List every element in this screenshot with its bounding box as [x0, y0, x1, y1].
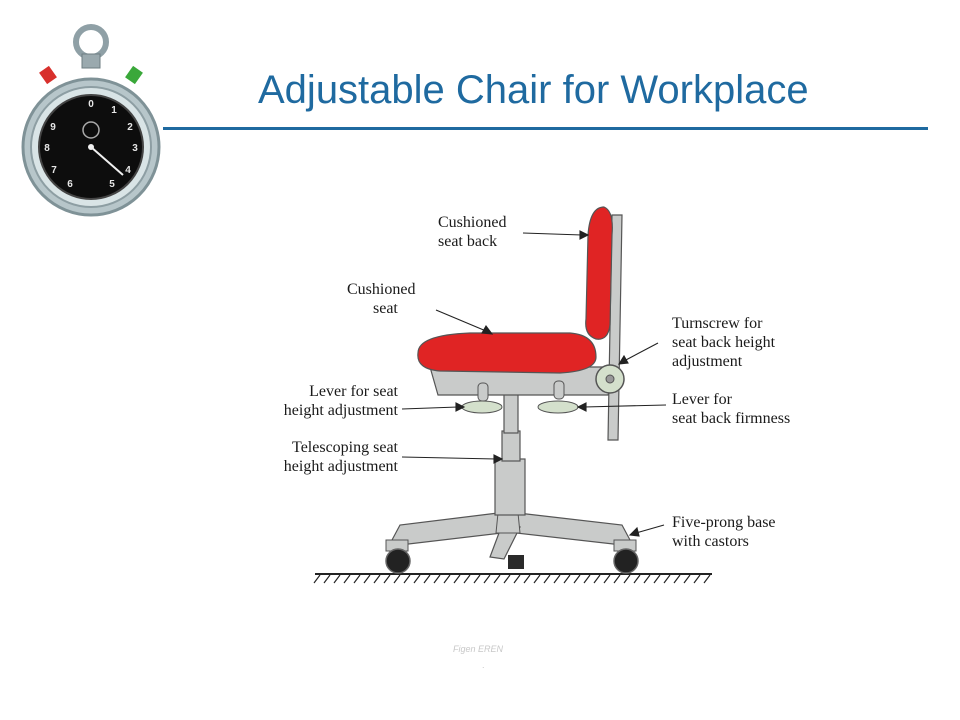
svg-text:5: 5 [109, 179, 115, 190]
label-cushioned-seat: Cushioned seat [347, 281, 416, 317]
svg-text:4: 4 [125, 165, 131, 176]
chair-base [392, 513, 630, 569]
svg-text:2: 2 [127, 122, 133, 133]
svg-text:6: 6 [67, 179, 73, 190]
svg-text:1: 1 [111, 105, 117, 116]
label-five-prong-base: Five-prong base with castors [672, 514, 776, 550]
label-turnscrew: Turnscrew for seat back height adjustment [672, 315, 776, 370]
svg-text:7: 7 [51, 165, 57, 176]
castor [386, 540, 410, 573]
floor [314, 574, 712, 583]
seat-height-lever [462, 401, 502, 413]
castor [614, 540, 638, 573]
footer-mark: . [482, 660, 485, 670]
slide-title: Adjustable Chair for Workplace [258, 68, 809, 112]
label-telescoping-height: Telescoping seat height adjustment [283, 439, 398, 475]
label-cushioned-seat-back: Cushioned seat back [438, 214, 507, 250]
svg-text:9: 9 [50, 122, 56, 133]
label-lever-seat-height: Lever for seat height adjustment [283, 383, 398, 419]
label-lever-seat-back-firmness: Lever for seat back firmness [672, 391, 791, 427]
title-divider [163, 127, 928, 130]
svg-text:8: 8 [44, 143, 50, 154]
stopwatch-icon [18, 20, 168, 230]
svg-text:3: 3 [132, 143, 138, 154]
cushioned-seat [418, 333, 596, 373]
cushioned-seat-back [586, 207, 613, 339]
footer-author: Figen EREN [453, 644, 504, 654]
svg-text:0: 0 [88, 99, 94, 110]
seat-back-firmness-lever [538, 401, 578, 413]
